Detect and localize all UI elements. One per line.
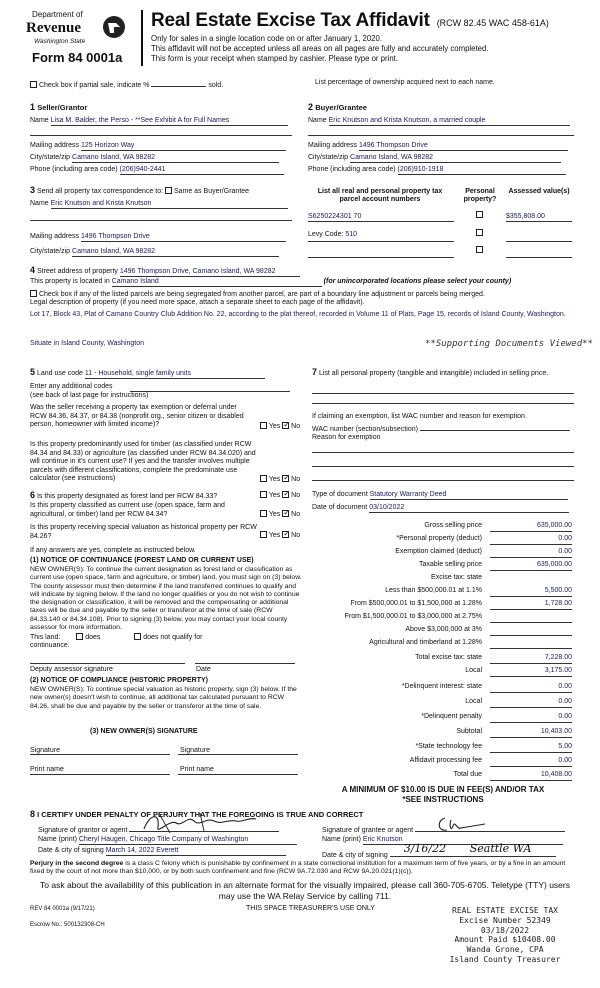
additional-codes-2: (see back of last page for instructions) bbox=[30, 392, 149, 399]
segregated-text: Check box if any of the listed parcels are being segregated from another parcel, are part of a boundary line adjustment or parcels being merged. bbox=[38, 291, 485, 298]
stamp-line1: REAL ESTATE EXCISE TAX bbox=[452, 906, 558, 915]
personal-property-line-2[interactable] bbox=[312, 403, 574, 404]
seller-mailing-label: Mailing address bbox=[30, 142, 80, 149]
tax-taxable-value[interactable]: 635,000.00 bbox=[490, 561, 572, 571]
exemption-yes-no bbox=[260, 422, 300, 431]
legal-label: Legal description of property (if you need more space, attach a separate sheet to each page of the affidavit). bbox=[30, 299, 365, 306]
property-heading-num: 4 bbox=[30, 265, 36, 275]
correspondence-city-label: City/state/zip bbox=[30, 248, 71, 255]
grantor-date-field[interactable]: March 14, 2022 Everett bbox=[106, 847, 286, 856]
tax-personal-label: *Personal property (deduct) bbox=[396, 535, 482, 542]
stamp-line2: Excise Number 52349 bbox=[459, 915, 551, 925]
ownership-note: List percentage of ownership acquired next to each name. bbox=[315, 79, 495, 86]
tax-row-t3 bbox=[310, 613, 572, 624]
tax-row-excise-state bbox=[310, 574, 572, 585]
tax-t1-value[interactable]: 5,500.00 bbox=[490, 587, 572, 597]
doc-date-row bbox=[312, 504, 574, 513]
historic-yes-checkbox[interactable] bbox=[260, 531, 267, 538]
street-address-row bbox=[30, 265, 575, 277]
correspondence-heading-num: 3 bbox=[30, 185, 36, 195]
wa-state-logo-icon bbox=[102, 14, 126, 40]
partial-sale-row bbox=[30, 79, 223, 90]
grantor-name-label: Name (print) bbox=[38, 836, 77, 843]
notice1-title: (1) NOTICE OF CONTINUANCE (FOREST LAND OR CURRENT USE) bbox=[30, 557, 254, 564]
seller-name-label: Name bbox=[30, 117, 49, 124]
personal-property-checkbox-2[interactable] bbox=[476, 229, 483, 236]
parcel-number-field[interactable]: S6250224301 70 bbox=[308, 213, 454, 222]
header-line3: This form is your receipt when stamped by cashier. Please type or print. bbox=[151, 54, 399, 63]
seller-phone-field[interactable]: (206)940-2441 bbox=[120, 166, 284, 175]
doc-type-row bbox=[312, 491, 574, 500]
seller-city-label: City/state/zip bbox=[30, 154, 71, 161]
forest-no-checkbox[interactable] bbox=[282, 491, 289, 498]
tax-taxable-label: Taxable selling price bbox=[418, 561, 482, 568]
correspondence-extra-line bbox=[30, 220, 292, 221]
minimum-due-text: A MINIMUM OF $10.00 IS DUE IN FEE(S) AND/OR TAX bbox=[341, 785, 545, 794]
deputy-date-label: Date bbox=[196, 666, 211, 673]
header-line2: This affidavit will not be accepted unless all areas on all pages are fully and accurately completed. bbox=[151, 44, 489, 53]
exemption-question: Was the seller receiving a property tax exemption or deferral under RCW 84.36, 84.37, or 84.38 (nonprofit org., senior citizen or disabled person, homeowner with limited income)? bbox=[30, 404, 244, 429]
buyer-heading-num: 2 bbox=[308, 102, 314, 112]
grantee-date-field[interactable] bbox=[390, 842, 556, 857]
reason-line-2[interactable] bbox=[312, 466, 574, 467]
buyer-city-row bbox=[308, 154, 574, 163]
tax-row-total-state bbox=[310, 654, 572, 665]
current-use-yes-checkbox[interactable] bbox=[260, 510, 267, 517]
grantee-name-field[interactable]: Eric Knutson bbox=[363, 836, 563, 845]
forest-yes-no bbox=[260, 491, 300, 500]
historic-yes-no bbox=[260, 531, 300, 540]
reason-label: Reason for exemption bbox=[312, 434, 381, 441]
street-address-label: Street address of property bbox=[36, 268, 118, 275]
grantee-city-value: Seattle WA bbox=[469, 842, 532, 855]
buyer-name-label: Name bbox=[308, 117, 327, 124]
buyer-name-row bbox=[308, 117, 574, 126]
tax-row-subtotal bbox=[310, 728, 572, 739]
tax-subtotal-label: Subtotal bbox=[456, 728, 482, 735]
treasurer-text: THIS SPACE TREASURER'S USE ONLY bbox=[246, 905, 375, 912]
notice2-title: (2) NOTICE OF COMPLIANCE (HISTORIC PROPERTY) bbox=[30, 677, 208, 684]
tax-del-pen-value[interactable]: 0.00 bbox=[490, 713, 572, 723]
tax-row-local bbox=[310, 667, 572, 678]
seller-heading bbox=[30, 102, 87, 113]
see-instructions-text: *SEE INSTRUCTIONS bbox=[402, 795, 484, 804]
tax-gross-label: Gross selling price bbox=[424, 522, 482, 529]
exemption-yes-checkbox[interactable] bbox=[260, 422, 267, 429]
levy-code-label: Levy Code: bbox=[308, 231, 344, 238]
land-use-heading-num: 5 bbox=[30, 367, 36, 377]
partial-sale-label-b: sold. bbox=[208, 82, 224, 89]
doc-date-field[interactable]: 03/10/2022 bbox=[369, 504, 569, 513]
escrow-value: 500132308-CH bbox=[64, 922, 105, 928]
tax-row-exemption bbox=[310, 548, 572, 559]
historic-no-checkbox[interactable] bbox=[282, 531, 289, 538]
exempt-text: If claiming an exemption, list WAC number and reason for exemption. bbox=[312, 413, 527, 420]
timber-yes-label: Yes bbox=[268, 476, 281, 483]
tax-row-tech bbox=[310, 743, 572, 754]
additional-codes-1: Enter any additional codes bbox=[30, 383, 113, 390]
tax-t2-label: From $500,000.01 to $1,500,000 at 1.28% bbox=[350, 600, 482, 607]
tax-t5-value[interactable] bbox=[490, 639, 572, 649]
grantee-signature-icon bbox=[435, 812, 495, 836]
personal-property-checkbox-3[interactable] bbox=[476, 246, 483, 253]
tax-del-int-value[interactable]: 0.00 bbox=[490, 683, 572, 693]
tax-affidavit-value[interactable]: 0.00 bbox=[490, 757, 572, 767]
section8-heading-num: 8 bbox=[30, 809, 36, 819]
tax-t1-label: Less than $500,000.01 at 1.1% bbox=[385, 587, 482, 594]
buyer-heading-text: Buyer/Grantee bbox=[315, 103, 367, 112]
tax-row-gross bbox=[310, 522, 572, 533]
correspondence-heading bbox=[30, 185, 249, 196]
land-use-row bbox=[30, 367, 305, 379]
tax-exemption-value[interactable]: 0.00 bbox=[490, 548, 572, 558]
assessed-value-field-3[interactable] bbox=[506, 257, 572, 258]
street-address-field[interactable]: 1496 Thompson Drive, Camano Island, WA 98282 bbox=[120, 268, 300, 277]
reason-line-3[interactable] bbox=[312, 480, 574, 481]
historic-yes-label: Yes bbox=[268, 532, 281, 539]
section7-text: List all personal property (tangible and intangible) included in selling price. bbox=[318, 370, 549, 377]
historic-no-label: No bbox=[291, 532, 301, 539]
dept-line2: Revenue bbox=[26, 20, 81, 36]
situate-text: Situate in Island County, Washington bbox=[30, 340, 145, 347]
tax-local-label: Local bbox=[465, 667, 482, 674]
grantee-date-value: 3/16/22 bbox=[403, 842, 447, 855]
grantor-sig-label: Signature of grantor or agent bbox=[38, 827, 128, 834]
timber-no-checkbox[interactable] bbox=[282, 475, 289, 482]
tax-row-affidavit bbox=[310, 757, 572, 768]
tax-t2-value[interactable]: 1,728.00 bbox=[490, 600, 572, 610]
owner-sig-label-2: Signature bbox=[180, 747, 210, 754]
owner-print-label-2: Print name bbox=[180, 766, 214, 773]
levy-code-underline bbox=[308, 241, 454, 242]
timber-yes-checkbox[interactable] bbox=[260, 475, 267, 482]
tax-subtotal-value[interactable]: 10,403.00 bbox=[490, 728, 572, 738]
tax-local2-label: Local bbox=[465, 698, 482, 705]
buyer-city-label: City/state/zip bbox=[308, 154, 349, 161]
seller-name-row bbox=[30, 117, 292, 126]
buyer-mailing-field[interactable]: 1496 Thompson Drive bbox=[359, 142, 568, 151]
seller-heading-text: Seller/Grantor bbox=[37, 103, 88, 112]
timber-yes-no bbox=[260, 475, 300, 484]
levy-code-row bbox=[308, 231, 454, 239]
grantee-date-row bbox=[322, 842, 584, 860]
owner-sig-label-1: Signature bbox=[30, 747, 60, 754]
stamp-line4: Amount Paid $10408.00 bbox=[454, 935, 556, 945]
tax-row-t2 bbox=[310, 600, 572, 611]
personal-property-checkbox-1[interactable] bbox=[476, 211, 483, 218]
dept-line3: Washington State bbox=[34, 38, 86, 45]
tax-local2-value[interactable]: 0.00 bbox=[490, 698, 572, 708]
tax-total-value[interactable]: 10,408.00 bbox=[490, 771, 572, 781]
segregated-checkbox[interactable] bbox=[30, 290, 37, 297]
exemption-no-label: No bbox=[291, 423, 301, 430]
tax-total-state-value[interactable]: 7,228.00 bbox=[490, 654, 572, 664]
form-rcw: (RCW 82.45 WAC 458-61A) bbox=[436, 18, 549, 28]
doc-type-field[interactable]: Statutory Warranty Deed bbox=[370, 491, 568, 500]
tax-t3-label: From $1,500,000.01 to $3,000,000 at 2.75% bbox=[344, 613, 482, 620]
header-divider bbox=[141, 10, 143, 66]
supporting-docs-text: **Supporting Documents Viewed** bbox=[425, 339, 593, 349]
personal-property-col-header: Personal property? bbox=[463, 188, 497, 204]
seller-city-field[interactable]: Camano Island, WA 98282 bbox=[72, 154, 279, 163]
personal-property-text bbox=[312, 367, 574, 379]
does-label: does bbox=[85, 634, 101, 641]
partial-sale-percent-input[interactable] bbox=[151, 79, 206, 87]
escrow-label: Escrow No.: bbox=[30, 922, 63, 928]
current-use-question: Is this property classified as current use (open space, farm and agricultural, or timber) land per RCW 84.34? bbox=[30, 502, 225, 518]
seller-phone-label: Phone (including area code) bbox=[30, 166, 118, 173]
correspondence-name-row bbox=[30, 200, 292, 209]
grantor-date-label: Date & city of signing bbox=[38, 847, 104, 854]
notice2-body: NEW OWNER(S): To continue special valuation as historic property, sign (3) below. If the new owner(s) doesn't wish to continue, all additional tax calculated pursuant to RCW 84.26, shall be due and payable by the seller or transferor at the time of sale. bbox=[30, 686, 297, 710]
deputy-sig-label: Deputy assessor signature bbox=[30, 666, 113, 673]
this-land-row bbox=[30, 633, 302, 642]
continuance-label: continuance. bbox=[30, 642, 70, 649]
reason-line-1[interactable] bbox=[312, 452, 574, 453]
tax-t3-value[interactable] bbox=[490, 613, 572, 623]
deputy-date-line[interactable] bbox=[195, 663, 295, 664]
does-not-qualify-checkbox[interactable] bbox=[134, 633, 141, 640]
form-title: Real Estate Excise Tax Affidavit bbox=[151, 10, 430, 31]
grantor-name-row bbox=[38, 836, 300, 845]
tax-t4-value[interactable] bbox=[490, 626, 572, 636]
stamp-line5: Wanda Grone, CPA bbox=[466, 945, 544, 954]
forest-yes-checkbox[interactable] bbox=[260, 491, 267, 498]
forest-question bbox=[30, 490, 258, 501]
levy-code-value: 510 bbox=[345, 231, 358, 238]
tax-row-personal bbox=[310, 535, 572, 546]
located-note: (for unincorporated locations please select your county) bbox=[323, 278, 512, 285]
tax-row-taxable bbox=[310, 561, 572, 572]
grantee-sig-label: Signature of grantee or agent bbox=[322, 827, 414, 834]
forest-yes-label: Yes bbox=[268, 492, 281, 499]
segregated-row bbox=[30, 290, 578, 299]
assessed-value-field[interactable]: $355,808.00 bbox=[506, 213, 572, 222]
tax-row-t5 bbox=[310, 639, 572, 650]
does-qualify-checkbox[interactable] bbox=[76, 633, 83, 640]
this-land-label: This land: bbox=[30, 634, 61, 641]
tax-del-pen-label: *Delinquent penalty bbox=[421, 713, 482, 720]
seller-mailing-row bbox=[30, 142, 292, 151]
tax-total-label: Total due bbox=[453, 771, 482, 778]
historic-question: Is this property receiving special valuation as historical property per RCW 84.26? bbox=[30, 524, 257, 540]
tax-del-int-label: *Delinquent interest: state bbox=[401, 683, 482, 690]
seller-mailing-field[interactable]: 125 Horizon Way bbox=[81, 142, 286, 151]
section8-certify-text: I CERTIFY UNDER PENALTY OF PERJURY THAT THE FOREGOING IS TRUE AND CORRECT bbox=[37, 810, 364, 819]
grantee-name-row bbox=[322, 836, 584, 845]
grantor-signature-icon bbox=[140, 809, 260, 837]
correspondence-mailing-field[interactable]: 1496 Thompson Drive bbox=[81, 233, 286, 242]
correspondence-heading-a: Send all property tax correspondence to: bbox=[36, 188, 164, 195]
current-use-yes-label: Yes bbox=[268, 511, 281, 518]
land-use-label: Land use code bbox=[36, 370, 83, 377]
rev-text: REV 84 0001a (9/17/21) bbox=[30, 906, 95, 912]
grantee-date-label: Date & city of signing bbox=[322, 852, 388, 859]
tax-local-value[interactable]: 3,175.00 bbox=[490, 667, 572, 677]
partial-sale-checkbox[interactable] bbox=[30, 81, 37, 88]
current-use-yes-no bbox=[260, 510, 300, 519]
section6-heading-num: 6 bbox=[30, 490, 36, 500]
tax-row-local2 bbox=[310, 698, 572, 709]
notice3-title: (3) NEW OWNER(S) SIGNATURE bbox=[90, 728, 198, 735]
personal-property-line-1[interactable] bbox=[312, 393, 574, 394]
stamp-line6: Island County Treasurer bbox=[449, 954, 561, 964]
doc-type-label: Type of document bbox=[312, 491, 368, 498]
forest-question-text: Is this property designated as forest land per RCW 84.33? bbox=[36, 493, 218, 500]
same-as-buyer-checkbox[interactable] bbox=[165, 187, 172, 194]
exemption-no-checkbox[interactable] bbox=[282, 422, 289, 429]
timber-no-label: No bbox=[291, 476, 301, 483]
exemption-yes-label: Yes bbox=[268, 423, 281, 430]
stamp-line3: 03/18/2022 bbox=[480, 925, 530, 935]
correspondence-heading-b: Same as Buyer/Grantee bbox=[173, 188, 250, 195]
correspondence-mailing-label: Mailing address bbox=[30, 233, 80, 240]
buyer-name-extra-line bbox=[308, 135, 574, 136]
correspondence-city-row bbox=[30, 248, 292, 257]
tax-row-t4 bbox=[310, 626, 572, 637]
forest-no-label: No bbox=[291, 492, 301, 499]
tax-t4-label: Above $3,000,000 at 3% bbox=[405, 626, 482, 633]
dor-logo bbox=[22, 8, 140, 66]
doc-date-label: Date of document bbox=[312, 504, 368, 511]
buyer-mailing-row bbox=[308, 142, 574, 151]
alt-format-text: To ask about the availability of this publication in an alternate format for the visually impaired, please call 360-705-6705. Teletype (TTY) users may use the WA Relay Service by calling 711. bbox=[40, 880, 570, 901]
tax-tech-value[interactable]: 5.00 bbox=[490, 743, 572, 753]
current-use-no-checkbox[interactable] bbox=[282, 510, 289, 517]
perjury-text bbox=[30, 860, 580, 877]
grantee-name-label: Name (print) bbox=[322, 836, 361, 843]
additional-codes-field[interactable] bbox=[130, 391, 290, 392]
assessed-value-field-2[interactable] bbox=[506, 241, 572, 242]
tax-row-del-int bbox=[310, 683, 572, 694]
grantor-date-row bbox=[38, 847, 300, 856]
correspondence-mailing-row bbox=[30, 233, 292, 242]
partial-sale-label-a: Check box if partial sale, indicate % bbox=[38, 82, 150, 89]
land-use-code-field[interactable]: 11 - Household, single family units bbox=[85, 370, 265, 379]
tax-row-del-pen bbox=[310, 713, 572, 724]
seller-phone-row bbox=[30, 166, 292, 175]
tax-excise-state-label: Excise tax: state bbox=[431, 574, 482, 581]
owner-print-label-1: Print name bbox=[30, 766, 64, 773]
tax-exemption-label: Exemption claimed (deduct) bbox=[395, 548, 482, 555]
parcel-number-field-3[interactable] bbox=[308, 257, 454, 258]
located-label: This property is located in bbox=[30, 278, 110, 285]
tax-tech-label: *State technology fee bbox=[415, 743, 482, 750]
parcel-col-header: List all real and personal property tax parcel account numbers bbox=[317, 188, 443, 204]
tax-personal-value[interactable]: 0.00 bbox=[490, 535, 572, 545]
seller-heading-num: 1 bbox=[30, 102, 36, 112]
wac-row bbox=[312, 423, 574, 434]
located-field[interactable]: Camano Island bbox=[112, 278, 322, 287]
buyer-city-field[interactable]: Camano Island, WA 98282 bbox=[350, 154, 561, 163]
located-row bbox=[30, 278, 575, 287]
buyer-phone-field[interactable]: (206)910-1918 bbox=[398, 166, 566, 175]
correspondence-city-field[interactable]: Camano Island, WA 98282 bbox=[72, 248, 279, 257]
timber-question: Is this property predominantly used for timber (as classified under RCW 84.34 and 84.33) or agriculture (as classified under RCW 84.34.020) and will continue in it's current use? If yes and the transfer involves multiple parcels with different classifications, complete the predominate use calculator (see instructions) bbox=[30, 441, 256, 483]
buyer-phone-row bbox=[308, 166, 574, 175]
buyer-mailing-label: Mailing address bbox=[308, 142, 358, 149]
current-use-no-label: No bbox=[291, 511, 301, 518]
dept-line1: Department of bbox=[32, 10, 83, 19]
section7-heading-num: 7 bbox=[312, 367, 318, 377]
treasurer-stamp bbox=[430, 906, 580, 965]
tax-t5-label: Agricultural and timberland at 1.28% bbox=[369, 639, 482, 646]
correspondence-name-label: Name bbox=[30, 200, 49, 207]
wac-field[interactable] bbox=[420, 423, 570, 431]
tax-total-state-label: Total excise tax: state bbox=[415, 654, 482, 661]
legal-description: Lot 17, Block 43, Plat of Camano Country Club Addition No. 22, according to the plat thereof, recorded in Volume 11 of Plats, Page 15, records of Island County, Washington. bbox=[30, 311, 566, 318]
buyer-name-field[interactable]: Eric Knutson and Krista Knutson, a married couple bbox=[329, 117, 570, 126]
correspondence-name-field[interactable]: Eric Knutson and Krista Knutson bbox=[51, 200, 288, 209]
tax-gross-value[interactable]: 635,000.00 bbox=[490, 522, 572, 532]
form-title-row bbox=[151, 10, 591, 32]
assessed-col-header: Assessed value(s) bbox=[508, 188, 570, 195]
perjury-bold: Perjury in the second degree bbox=[30, 860, 124, 867]
notice1-body: NEW OWNER(S): To continue the current designation as forest land or classification as current use (open space, farm and agriculture, or timber) land, you must sign on (3) below. The county assessor must then determine if the land transferred continues to qualify and will indicate by signing below. If the land no longer qualifies or you do not wish to continue the designation or classification, it will be removed and the compensating or additional taxes will be due and payable by the seller or transferor at the time of sale (RCW 84.33.140 or 84.34.108). Prior to signing (3) below, you may contact your local county assessor for more information. bbox=[30, 566, 302, 631]
tax-row-total bbox=[310, 771, 572, 782]
does-not-label: does not qualify for bbox=[143, 634, 203, 641]
header-line1: Only for sales in a single location code on or after January 1, 2020. bbox=[151, 34, 383, 43]
grantor-name-field[interactable]: Cheryl Haugen, Chicago Title Company of Washington bbox=[79, 836, 297, 845]
seller-city-row bbox=[30, 154, 292, 163]
form-number: Form 84 0001a bbox=[32, 50, 123, 65]
tax-affidavit-label: Affidavit processing fee bbox=[409, 757, 482, 764]
seller-name-extra-line bbox=[30, 135, 292, 136]
if-yes-text: If any answers are yes, complete as instructed below. bbox=[30, 547, 196, 554]
buyer-phone-label: Phone (including area code) bbox=[308, 166, 396, 173]
escrow-row bbox=[30, 922, 105, 929]
seller-name-field[interactable]: Lisa M. Balder, the Perso - **See Exhibit A for Full Names bbox=[51, 117, 288, 126]
perjury-body: is a class C felony which is punishable by confinement in a state correctional institution for a maximum term of five years, or by a fine in an amount fixed by the court of not more than $10,000, or by both such confinement and fine (RCW 9A.72.030 and RCW 9A.20.021(1)(c)). bbox=[30, 860, 566, 876]
buyer-heading bbox=[308, 102, 367, 113]
deputy-sig-line[interactable] bbox=[30, 663, 185, 664]
wac-label: WAC number (section/subsection) bbox=[312, 426, 418, 433]
tax-row-t1 bbox=[310, 587, 572, 598]
